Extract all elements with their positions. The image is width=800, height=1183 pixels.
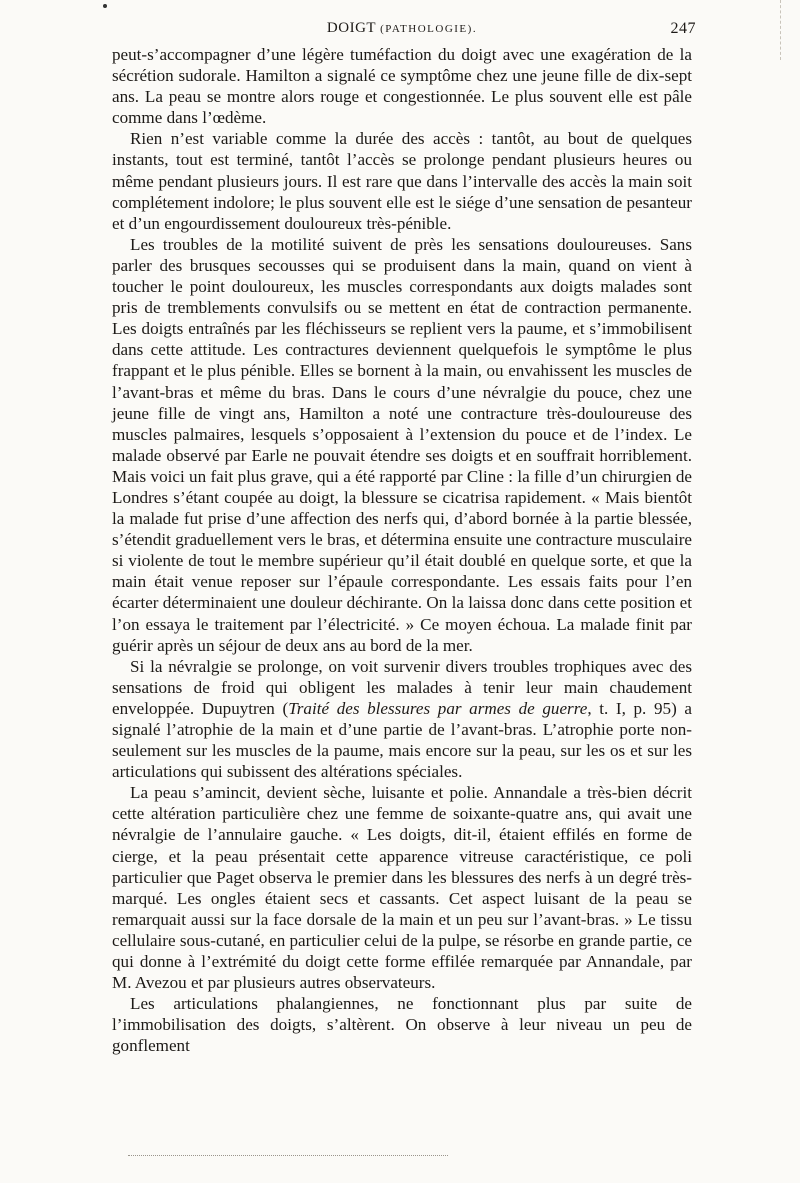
footer-dotted-rule — [128, 1155, 448, 1156]
paragraph-4 — [112, 656, 692, 783]
running-title — [112, 20, 692, 37]
header-subtitle: (PATHOLOGIE). — [380, 23, 478, 35]
paragraph-4-part-2: , t. I, p. 95) a signalé l’atrophie de la main et d’une partie de l’avant-bras. L’atrophie porte non-seulement sur les muscles de la paume, mais encore sur la peau, sur les os et sur les articulations qui subissent des altérations spéciales. — [112, 698, 692, 782]
book-page — [112, 20, 696, 1057]
header-title: DOIGT — [326, 20, 376, 36]
paragraph-6: Les articulations phalangiennes, ne fonctionnant plus par suite de l’immobilisation des doigts, s’altèrent. On observe à leur niveau un peu de gonflement — [112, 994, 692, 1056]
binding-edge-mark — [780, 0, 782, 60]
paragraph-4-part-1: Si la névralgie se prolonge, on voit survenir divers troubles trophiques avec des sensations de froid qui obligent les malades à tenir leur main chaudement enveloppée. Dupuytren ( — [112, 656, 692, 718]
margin-dot — [103, 4, 107, 8]
body-text — [112, 44, 692, 1057]
paragraph-5: La peau s’amincit, devient sèche, luisante et polie. Annandale a très-bien décrit cette altération particulière chez une femme de soixante-quatre ans, qui avait une névralgie de l’annulaire gauche. « Les doigts, dit-il, étaient effilés en forme de cierge, et la peau présentait cette apparence vitreuse caractéristique, ce poli particulier que Paget observa le premier dans les blessures des nerfs à un degré très-marqué. Les ongles étaient secs et cassants. Cet aspect luisant de la peau se remarquait aussi sur la face dorsale de la main et un peu sur l’avant-bras. » Le tissu cellulaire sous-cutané, en particulier celui de la pulpe, se résorbe en grande partie, ce qui donne à l’extrémité du doigt cette forme effilée remarquée par Annandale, par M. Avezou et par plusieurs autres observateurs. — [112, 783, 692, 993]
paragraph-2: Rien n’est variable comme la durée des accès : tantôt, au bout de quelques instants, tout est terminé, tantôt l’accès se prolonge pendant plusieurs heures ou même pendant plusieurs jours. Il est rare que dans l’intervalle des accès la main soit complétement indolore; le plus souvent elle est le siége d’une sensation de pesanteur et d’un engourdissement douloureux très-pénible. — [112, 129, 692, 233]
running-header — [112, 20, 696, 44]
page-number: 247 — [670, 20, 696, 37]
paragraph-1: peut-s’accompagner d’une légère tuméfaction du doigt avec une exagération de la sécrétion sudorale. Hamilton a signalé ce symptôme chez une jeune fille de dix-sept ans. La peau se montre alors rouge et congestionnée. Le plus souvent elle est pâle comme dans l’œdème. — [112, 45, 692, 128]
paragraph-3: Les troubles de la motilité suivent de près les sensations douloureuses. Sans parler des brusques secousses qui se produisent dans la main, quand on vient à toucher le point douloureux, les muscles correspondants aux doigts malades sont pris de tremblements convulsifs ou se mettent en état de contraction permanente. Les doigts entraînés par les fléchisseurs se replient vers la paume, et s’immobilisent dans cette attitude. Les contractures deviennent quelquefois le symptôme le plus frappant et le plus pénible. Elles se bornent à la main, ou envahissent les muscles de l’avant-bras et même du bras. Dans le cours d’une névralgie du pouce, chez une jeune fille de vingt ans, Hamilton a noté une contracture très-douloureuse des muscles palmaires, lesquels s’opposaient à l’extension du pouce et de l’index. Le malade observé par Earle ne pouvait étendre ses doigts et en souffrait horriblement. Mais voici un fait plus grave, qui a été rapporté par Cline : la fille d’un chirurgien de Londres s’étant coupée au doigt, la blessure se cicatrisa rapidement. « Mais bientôt la malade fut prise d’une affection des nerfs qui, d’abord bornée à la partie blessée, s’étendit graduellement vers le bras, et détermina ensuite une contracture musculaire si violente de tout le membre supérieur qu’il était doublé en quelque sorte, et que la main était venue reposer sur l’épaule correspondante. Les essais faits pour l’en écarter déterminaient une douleur déchirante. On la laissa donc dans cette position et l’on essaya le traitement par l’électricité. » Ce moyen échoua. La malade finit par guérir après un séjour de deux ans au bord de la mer. — [112, 234, 692, 655]
book-title-citation: Traité des blessures par armes de guerre — [288, 698, 588, 718]
